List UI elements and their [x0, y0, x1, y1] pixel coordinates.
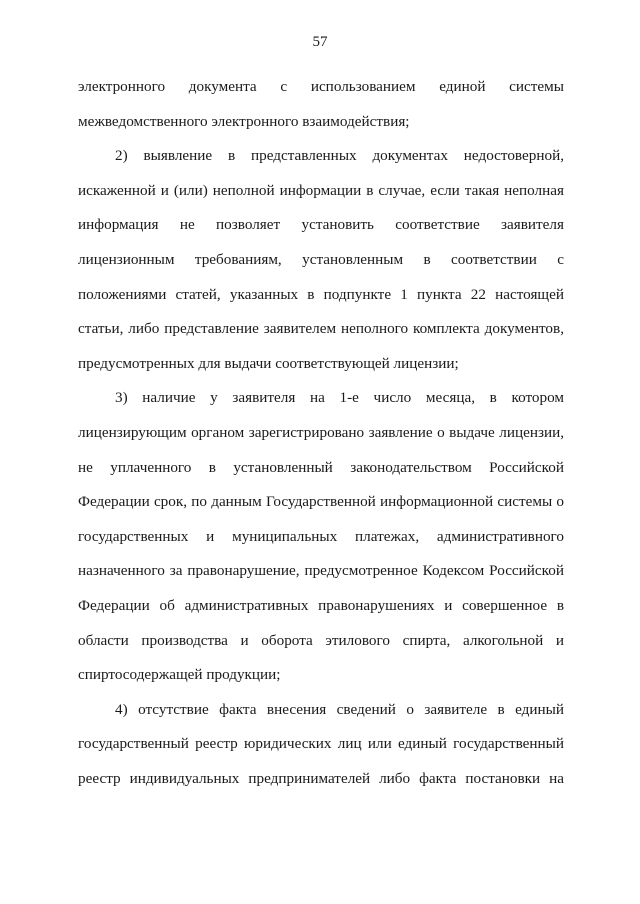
page-number: 57: [312, 34, 328, 50]
document-body: [78, 70, 564, 796]
text-line: предусмотренных для выдачи соответствующей лицензии;: [78, 354, 459, 372]
text-line: искаженной и (или) неполной информации в случае, если такая неполная: [78, 181, 564, 199]
text-line: назначенного за правонарушение, предусмотренное Кодексом Российской: [78, 562, 564, 580]
text-line: 4) отсутствие факта внесения сведений о заявителе в единый: [115, 700, 564, 718]
text-line: Федерации срок, по данным Государственной информационной системы о: [78, 493, 564, 511]
text-line: 3) наличие у заявителя на 1-е число месяца, в котором: [115, 389, 564, 407]
text-line: информация не позволяет установить соответствие заявителя: [78, 216, 564, 234]
text-line: статьи, либо представление заявителем неполного комплекта документов,: [78, 320, 564, 338]
text-line: государственный реестр юридических лиц или единый государственный: [78, 735, 564, 753]
text-line: области производства и оборота этилового спирта, алкогольной и: [78, 631, 564, 649]
text-line: не уплаченного в установленный законодательством Российской: [78, 458, 564, 476]
text-line: лицензионным требованиям, установленным в соответствии с: [78, 250, 564, 268]
text-line: спиртосодержащей продукции;: [78, 666, 281, 684]
text-line: Федерации об административных правонарушениях и совершенное в: [78, 596, 564, 614]
text-line: лицензирующим органом зарегистрировано заявление о выдаче лицензии,: [78, 423, 564, 441]
text-line: государственных и муниципальных платежах, административного: [78, 527, 564, 545]
text-line: положениями статей, указанных в подпункте 1 пункта 22 настоящей: [78, 285, 564, 303]
text-line: 2) выявление в представленных документах недостоверной,: [115, 147, 564, 165]
text-line: электронного документа с использованием единой системы: [78, 78, 564, 95]
text-line: межведомственного электронного взаимодействия;: [78, 112, 410, 130]
text-line: реестр индивидуальных предпринимателей либо факта постановки на: [78, 769, 564, 787]
